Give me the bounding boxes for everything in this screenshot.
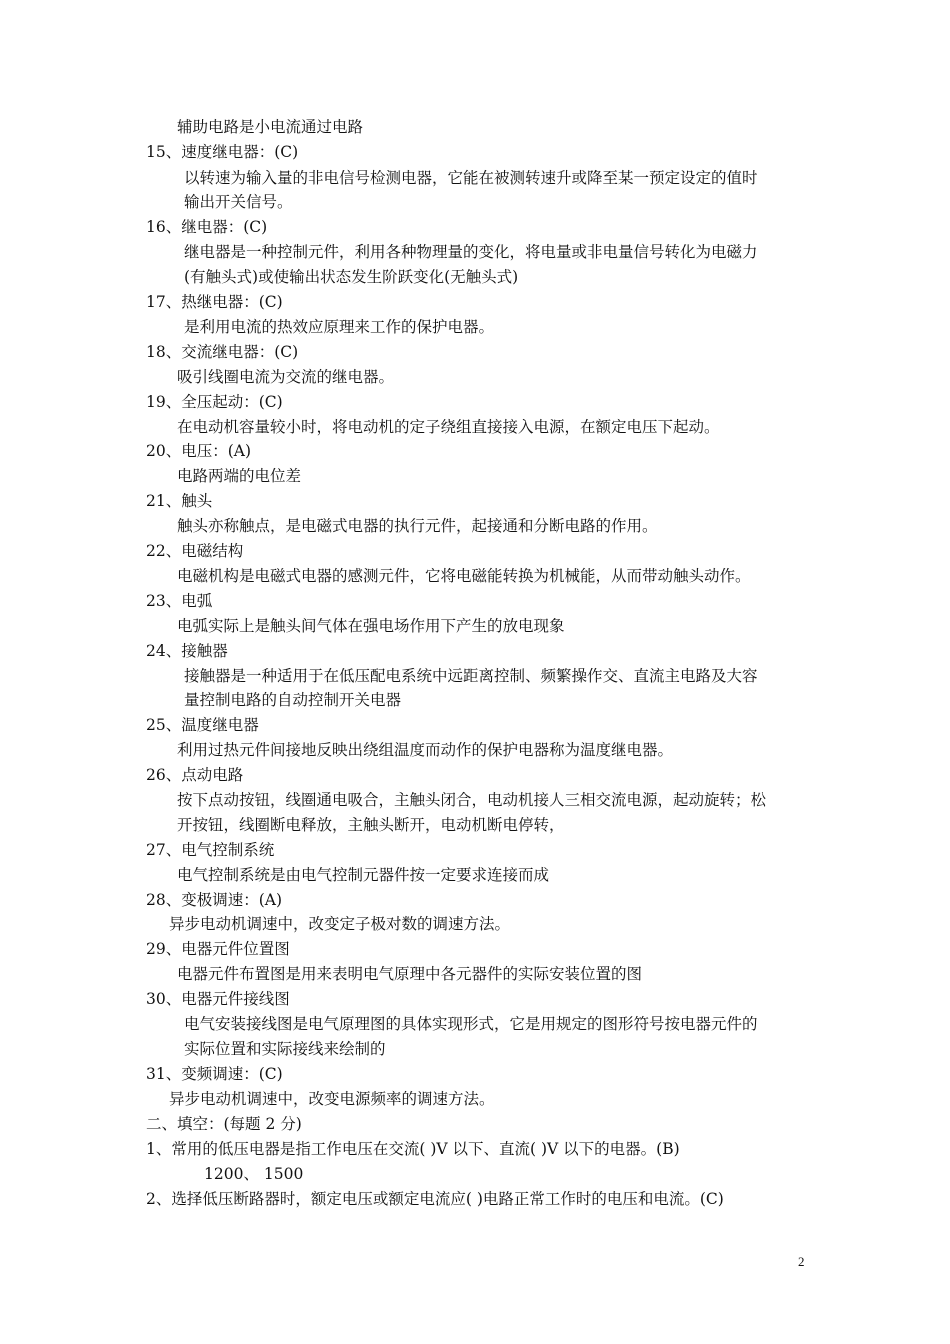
item-heading: 21、触头 — [146, 492, 213, 510]
item-heading: 30、电器元件接线图 — [146, 990, 290, 1008]
item-heading: 23、电弧 — [146, 592, 213, 610]
item-heading: 19、全压起动：(C) — [146, 393, 283, 411]
item-heading: 25、温度继电器 — [146, 716, 259, 734]
text-line: 电气控制系统是由电气控制元器件按一定要求连接而成 — [177, 866, 550, 884]
question-line: 1、常用的低压电器是指工作电压在交流( )V 以下、直流( )V 以下的电器。(B) — [146, 1140, 680, 1158]
text-line: 吸引线圈电流为交流的继电器。 — [177, 368, 395, 386]
text-line: 输出开关信号。 — [184, 193, 293, 211]
text-line: 开按钮，线圈断电释放，主触头断开，电动机断电停转， — [177, 816, 565, 834]
page-number: 2 — [798, 1254, 805, 1269]
text-line: 在电动机容量较小时，将电动机的定子绕组直接接入电源，在额定电压下起动。 — [177, 418, 720, 436]
text-line: 电弧实际上是触头间气体在强电场作用下产生的放电现象 — [177, 617, 565, 635]
item-heading: 20、电压：(A) — [146, 442, 252, 460]
text-line: 异步电动机调速中，改变定子极对数的调速方法。 — [169, 915, 511, 933]
text-line: 实际位置和实际接线来绘制的 — [184, 1040, 386, 1058]
text-line: 是利用电流的热效应原理来工作的保护电器。 — [184, 318, 495, 336]
item-heading: 27、电气控制系统 — [146, 841, 275, 859]
item-heading: 31、变频调速：(C) — [146, 1065, 283, 1083]
question-line: 2、选择低压断路器时，额定电压或额定电流应( )电路正常工作时的电压和电流。(C) — [146, 1190, 724, 1208]
item-heading: 18、交流继电器：(C) — [146, 343, 299, 361]
item-heading: 29、电器元件位置图 — [146, 940, 290, 958]
item-heading: 16、继电器：(C) — [146, 218, 268, 236]
item-heading: 22、电磁结构 — [146, 542, 244, 560]
text-line: 异步电动机调速中，改变电源频率的调速方法。 — [169, 1090, 495, 1108]
text-line: 利用过热元件间接地反映出绕组温度而动作的保护电器称为温度继电器。 — [177, 741, 674, 759]
text-line: 以转速为输入量的非电信号检测电器，它能在被测转速升或降至某一预定设定的值时 — [184, 169, 758, 187]
text-line: 接触器是一种适用于在低压配电系统中远距离控制、频繁操作交、直流主电路及大容 — [184, 667, 758, 685]
text-line: 按下点动按钮，线圈通电吸合，主触头闭合，电动机接人三相交流电源，起动旋转；松 — [177, 791, 767, 809]
text-line: 电路两端的电位差 — [177, 467, 302, 485]
text-line: 量控制电路的自动控制开关电器 — [184, 691, 402, 709]
item-heading: 15、速度继电器：(C) — [146, 143, 299, 161]
section-heading: 二、填空：(每题 2 分) — [146, 1115, 302, 1133]
text-line: 继电器是一种控制元件，利用各种物理量的变化，将电量或非电量信号转化为电磁力 — [184, 243, 758, 261]
text-line: 电气安装接线图是电气原理图的具体实现形式，它是用规定的图形符号按电器元件的 — [184, 1015, 758, 1033]
text-line: 电磁机构是电磁式电器的感测元件，它将电磁能转换为机械能，从而带动触头动作。 — [177, 567, 751, 585]
item-heading: 28、变极调速：(A) — [146, 891, 283, 909]
text-line: (有触头式)或使输出状态发生阶跃变化(无触头式) — [184, 268, 519, 286]
text-line: 辅助电路是小电流通过电路 — [177, 118, 364, 136]
item-heading: 24、接触器 — [146, 642, 228, 660]
text-line: 电器元件布置图是用来表明电气原理中各元器件的实际安装位置的图 — [177, 965, 643, 983]
text-line: 触头亦称触点，是电磁式电器的执行元件，起接通和分断电路的作用。 — [177, 517, 658, 535]
item-heading: 26、点动电路 — [146, 766, 244, 784]
answer-line: 1200、 1500 — [204, 1165, 304, 1183]
item-heading: 17、热继电器：(C) — [146, 293, 283, 311]
